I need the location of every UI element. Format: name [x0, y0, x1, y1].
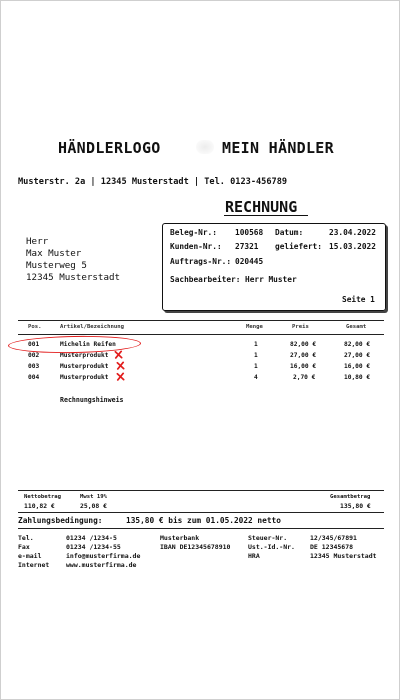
beleg-value: 100568: [235, 228, 264, 237]
row-gesamt: 82,00 €: [344, 341, 371, 348]
document-title: RECHNUNG: [225, 198, 298, 216]
row-gesamt: 10,80 €: [344, 374, 371, 381]
row-preis: 16,00 €: [290, 363, 317, 370]
steuer-label: Steuer-Nr.: [248, 534, 288, 542]
row-artikel: Musterprodukt: [60, 374, 109, 381]
dealer-name: MEIN HÄNDLER: [222, 139, 334, 157]
kunden-label: Kunden-Nr.:: [170, 242, 222, 251]
page-number: Seite 1: [342, 295, 375, 304]
ustid-value: DE 12345678: [310, 543, 354, 551]
mwst-label: Mwst 19%: [80, 494, 107, 500]
internet-label: Internet: [18, 561, 50, 569]
invoice-note: Rechnungshinweis: [60, 396, 124, 404]
geliefert-value: 15.03.2022: [329, 242, 376, 251]
sachbearbeiter-label: Sachbearbeiter:: [170, 275, 241, 284]
sachbearbeiter-value: Herr Muster: [245, 275, 297, 284]
row-preis: 2,70 €: [293, 374, 316, 381]
row-preis: 27,00 €: [290, 352, 317, 359]
row-pos: 001: [28, 341, 40, 348]
payment-terms: 135,80 € bis zum 01.05.2022 netto: [126, 516, 281, 525]
auftrags-value: 020445: [235, 257, 264, 266]
recipient-city: 12345 Musterstadt: [26, 272, 121, 283]
recipient-name: Max Muster: [26, 248, 82, 259]
beleg-label: Beleg-Nr.:: [170, 228, 217, 237]
row-menge: 4: [254, 374, 258, 381]
datum-value: 23.04.2022: [329, 228, 376, 237]
internet-value: www.musterfirma.de: [66, 561, 137, 569]
tax-labels: [248, 534, 295, 561]
title-underline: [224, 215, 308, 216]
table-top-rule: [18, 320, 384, 321]
tel-value: 01234 /1234-5: [66, 534, 117, 542]
table-header-rule: [18, 334, 384, 335]
hra-value: 12345 Musterstadt: [310, 552, 377, 560]
gesamt-value: 135,80 €: [340, 502, 371, 510]
footer-rule: [18, 528, 384, 529]
row-pos: 002: [28, 352, 40, 359]
col-header-preis: Preis: [292, 324, 309, 330]
bank-name: Musterbank: [160, 534, 200, 542]
gesamt-label: Gesamtbetrag: [330, 494, 371, 500]
contact-values: [66, 534, 140, 570]
datum-label: Datum:: [275, 228, 304, 237]
col-header-gesamt: Gesamt: [346, 324, 367, 330]
netto-value: 110,82 €: [24, 502, 55, 510]
col-header-artikel: Artikel/Bezeichnung: [60, 324, 124, 330]
tax-values: [310, 534, 377, 561]
bank-iban: IBAN DE12345678910: [160, 543, 231, 551]
bank-details: [160, 534, 230, 552]
row-menge: 1: [254, 341, 258, 348]
row-artikel: Musterprodukt: [60, 352, 109, 359]
payment-label: Zahlungsbedingung:: [18, 516, 103, 525]
red-x-mark-icon: [114, 350, 123, 359]
contact-labels: [18, 534, 49, 570]
logo-placeholder: [196, 140, 214, 154]
recipient-address: [26, 236, 120, 284]
email-value: info@musterfirma.de: [66, 552, 141, 560]
col-header-pos: Pos.: [28, 324, 42, 330]
email-label: e-mail: [18, 552, 42, 560]
red-x-mark-icon: [116, 372, 125, 381]
mwst-value: 25,08 €: [80, 502, 107, 510]
tel-label: Tel.: [18, 534, 34, 542]
auftrags-label: Auftrags-Nr.:: [170, 257, 232, 266]
row-gesamt: 16,00 €: [344, 363, 371, 370]
row-artikel: Michelin Reifen: [60, 341, 116, 348]
totals-top-rule: [18, 490, 384, 491]
recipient-street: Musterweg 5: [26, 260, 87, 271]
kunden-value: 27321: [235, 242, 259, 251]
row-preis: 82,00 €: [290, 341, 317, 348]
row-gesamt: 27,00 €: [344, 352, 371, 359]
recipient-salutation: Herr: [26, 236, 49, 247]
dealer-logo: HÄNDLERLOGO: [58, 139, 161, 157]
row-menge: 1: [254, 352, 258, 359]
fax-label: Fax: [18, 543, 30, 551]
netto-label: Nettobetrag: [24, 494, 62, 500]
red-x-mark-icon: [116, 361, 125, 370]
geliefert-label: geliefert:: [275, 242, 322, 251]
dealer-address: Musterstr. 2a | 12345 Musterstadt | Tel. 0123-456789: [18, 177, 288, 187]
hra-label: HRA: [248, 552, 260, 560]
ustid-label: Ust.-Id.-Nr.: [248, 543, 295, 551]
totals-bottom-rule: [18, 512, 384, 513]
row-pos: 004: [28, 374, 40, 381]
steuer-value: 12/345/67891: [310, 534, 357, 542]
row-pos: 003: [28, 363, 40, 370]
fax-value: 01234 /1234-55: [66, 543, 121, 551]
row-menge: 1: [254, 363, 258, 370]
row-artikel: Musterprodukt: [60, 363, 109, 370]
col-header-menge: Menge: [246, 324, 263, 330]
